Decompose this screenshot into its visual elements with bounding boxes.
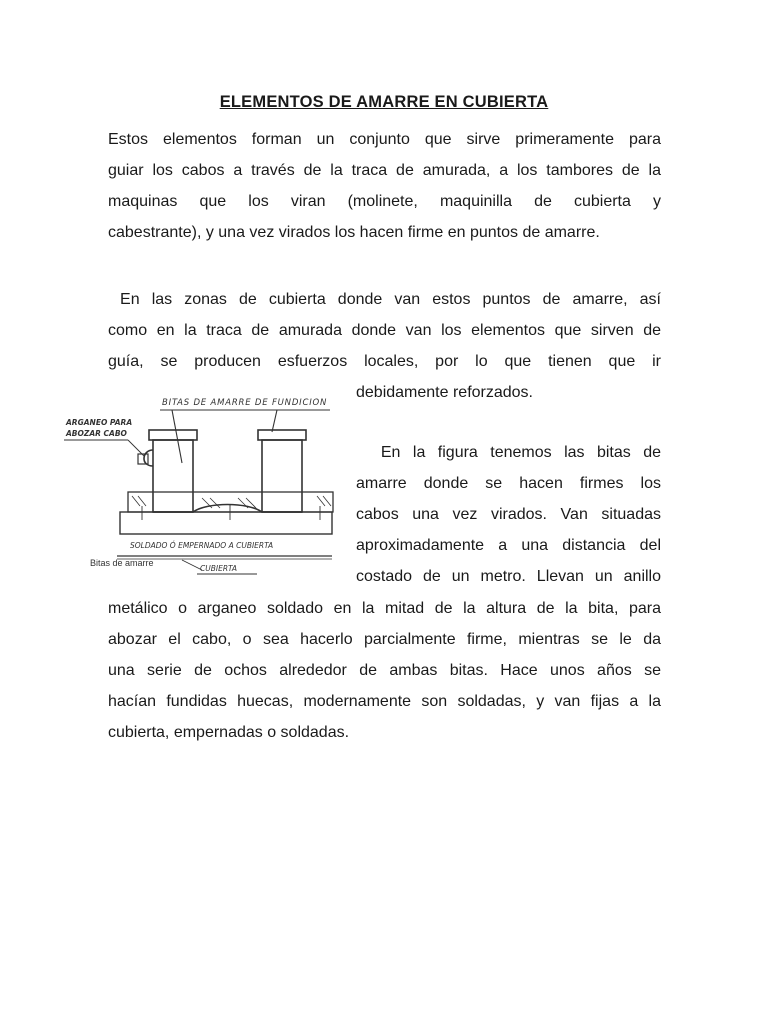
mooring-bitts-figure: [62, 388, 352, 584]
paragraph-3-line: cubierta, empernadas o soldadas.: [108, 724, 350, 741]
paragraph-3-line: abozar el cabo, o sea hacerlo parcialmente firme, mientras se le da: [108, 631, 661, 648]
paragraph-3-line: cabos una vez virados. Van situadas: [356, 506, 661, 523]
figure-caption: Bitas de amarre: [90, 558, 154, 568]
paragraph-1-line: cabestrante), y una vez virados los hacen firme en puntos de amarre.: [108, 224, 600, 241]
bitts-drawing: [62, 388, 352, 584]
figure-label-ring-1: ARGANEO PARA: [66, 418, 133, 427]
paragraph-1-line: maquinas que los viran (molinete, maquinilla de cubierta y: [108, 193, 661, 210]
paragraph-2-line: como en la traca de amurada donde van los elementos que sirven de: [108, 322, 661, 339]
paragraph-3-line: aproximadamente a una distancia del: [356, 537, 661, 554]
paragraph-2: [108, 284, 661, 377]
paragraph-3-line: hacían fundidas huecas, modernamente son soldadas, y van fijas a la: [108, 693, 661, 710]
paragraph-3-full: [108, 593, 661, 748]
paragraph-3-side: [356, 437, 661, 592]
paragraph-3-line: una serie de ochos alrededor de ambas bitas. Hace unos años se: [108, 662, 661, 679]
paragraph-2-line: En las zonas de cubierta donde van estos puntos de amarre, así: [108, 291, 661, 308]
paragraph-3-line: metálico o arganeo soldado en la mitad de la altura de la bita, para: [108, 600, 661, 617]
figure-label-top: BITAS DE AMARRE DE FUNDICION: [162, 398, 328, 408]
paragraph-1-line: Estos elementos forman un conjunto que sirve primeramente para: [108, 131, 661, 148]
paragraph-1: [108, 124, 661, 248]
paragraph-2-tail: debidamente reforzados.: [356, 384, 533, 401]
paragraph-3-line: En la figura tenemos las bitas de: [356, 444, 661, 461]
paragraph-1-line: guiar los cabos a través de la traca de amurada, a los tambores de la: [108, 162, 661, 179]
paragraph-2-line: guía, se producen esfuerzos locales, por lo que tienen que ir: [108, 353, 661, 370]
figure-label-weld: SOLDADO Ó EMPERNADO A CUBIERTA: [130, 541, 274, 550]
figure-label-ring-2: ABOZAR CABO: [66, 429, 127, 438]
page-title: ELEMENTOS DE AMARRE EN CUBIERTA: [219, 93, 549, 111]
paragraph-3-line: amarre donde se hacen firmes los: [356, 475, 661, 492]
figure-label-deck: CUBIERTA: [200, 564, 238, 573]
paragraph-3-line: costado de un metro. Llevan un anillo: [356, 568, 661, 585]
